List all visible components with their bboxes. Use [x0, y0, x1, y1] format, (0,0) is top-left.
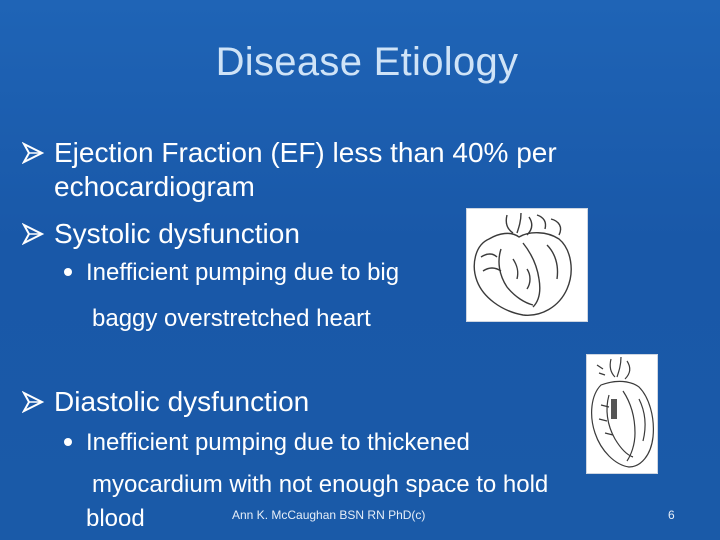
heart-diagram-image — [586, 354, 658, 474]
round-bullet-icon — [64, 268, 72, 276]
heart-drawing — [587, 355, 657, 473]
sub-bullet-diastolic-line1: Inefficient pumping due to thickened — [86, 429, 470, 456]
bullet-text: Ejection Fraction (EF) less than 40% per — [54, 137, 557, 168]
round-bullet-icon — [64, 438, 72, 446]
arrow-bullet-icon — [22, 391, 46, 413]
bullet-text: echocardiogram — [54, 171, 255, 202]
arrow-bullet-icon — [22, 223, 46, 245]
heart-drawing — [467, 209, 587, 321]
sub-bullet-systolic-line2: baggy overstretched heart — [92, 305, 371, 332]
bullet-text: Diastolic dysfunction — [54, 386, 310, 417]
sub-bullet-diastolic-line3: blood — [86, 505, 145, 532]
sub-bullet-systolic-line1: Inefficient pumping due to big — [86, 259, 400, 286]
slide-footer: Ann K. McCaughan BSN RN PhD(c) — [232, 508, 426, 522]
page-number: 6 — [668, 508, 675, 522]
bullet-text: Systolic dysfunction — [54, 218, 300, 249]
sub-bullet-diastolic-line2: myocardium with not enough space to hold — [92, 471, 549, 498]
bullet-continuation — [54, 170, 255, 204]
slide-title: Disease Etiology — [215, 40, 519, 84]
arrow-bullet-icon — [22, 142, 46, 164]
heart-diagram-image — [466, 208, 588, 322]
